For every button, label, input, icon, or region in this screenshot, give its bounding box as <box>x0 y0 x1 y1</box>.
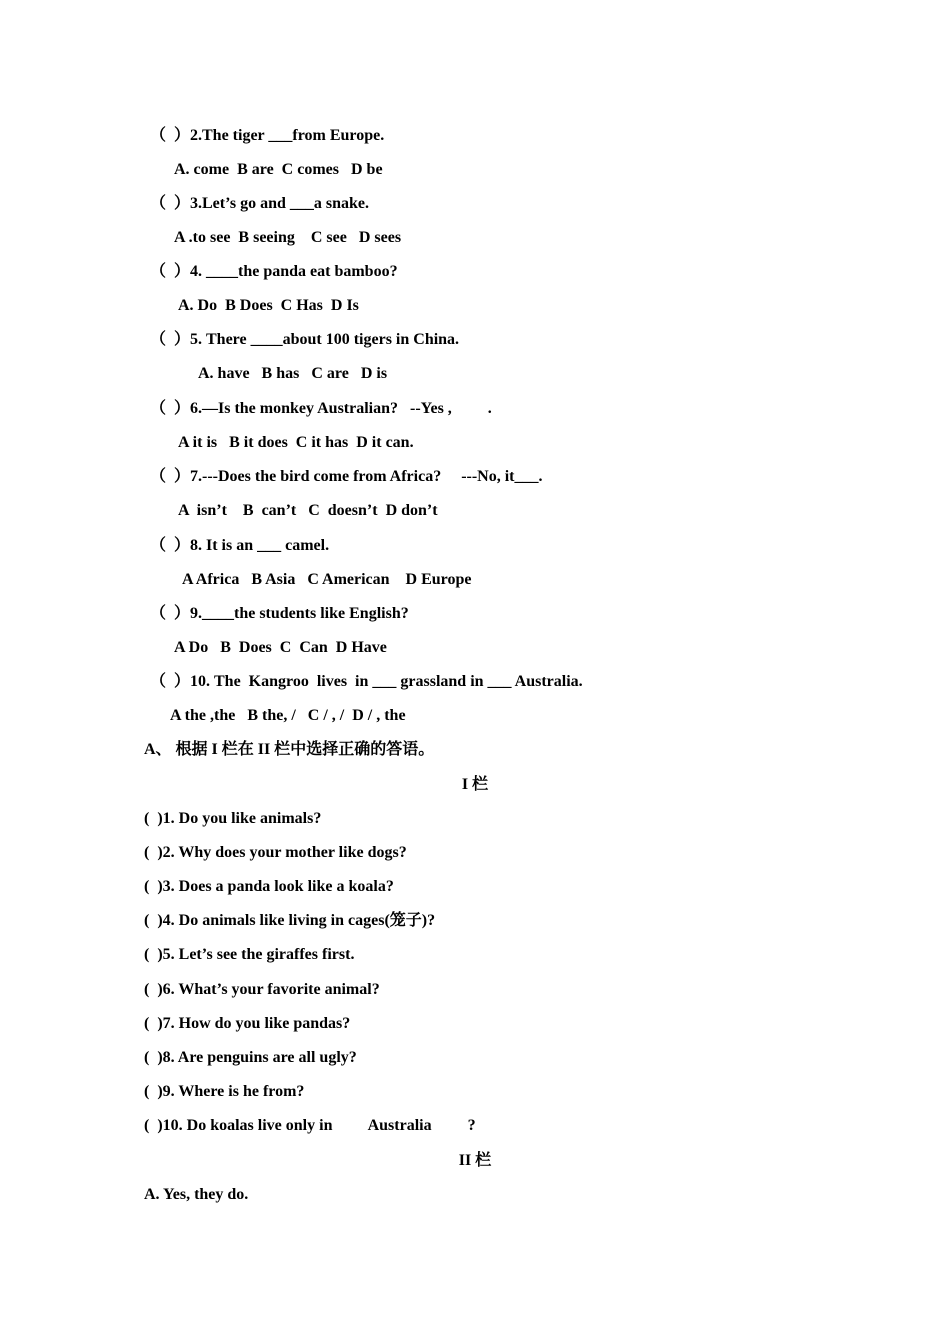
options-8: A Africa B Asia C American D Europe <box>182 571 472 588</box>
column2-title: II 栏 <box>458 1152 492 1169</box>
column1-item-4: ( )4. Do animals like living in cages(笼子)? <box>144 912 436 929</box>
question-6: （ ）6.—Is the monkey Australian? --Yes , . <box>150 400 492 417</box>
question-7: （ ）7.---Does the bird come from Africa? ---No, it___. <box>150 468 543 485</box>
column1-item-8: ( )8. Are penguins are all ugly? <box>144 1049 357 1066</box>
question-2: （ ）2.The tiger ___from Europe. <box>150 127 385 144</box>
column1-item-3: ( )3. Does a panda look like a koala? <box>144 878 394 895</box>
column1-item-5: ( )5. Let’s see the giraffes first. <box>144 946 355 963</box>
question-10: （ ）10. The Kangroo lives in ___ grassland in ___ Australia. <box>150 673 583 690</box>
column1-item-9: ( )9. Where is he from? <box>144 1083 305 1100</box>
column2-item-a: A. Yes, they do. <box>144 1186 249 1203</box>
column1-item-1: ( )1. Do you like animals? <box>144 810 322 827</box>
options-3: A .to see B seeing C see D sees <box>174 229 402 246</box>
column1-title: I 栏 <box>461 776 489 793</box>
options-7: A isn’t B can’t C doesn’t D don’t <box>178 502 438 519</box>
options-9: A Do B Does C Can D Have <box>174 639 387 656</box>
question-5: （ ）5. There ____about 100 tigers in China. <box>150 331 460 348</box>
question-8: （ ）8. It is an ___ camel. <box>150 537 330 554</box>
options-10: A the ,the B the, / C / , / D / , the <box>170 707 406 724</box>
column1-item-10: ( )10. Do koalas live only in Australia ? <box>144 1117 476 1134</box>
question-4: （ ）4. ____the panda eat bamboo? <box>150 263 398 280</box>
question-9: （ ）9.____the students like English? <box>150 605 409 622</box>
column1-item-7: ( )7. How do you like pandas? <box>144 1015 351 1032</box>
column1-item-2: ( )2. Why does your mother like dogs? <box>144 844 407 861</box>
options-5: A. have B has C are D is <box>198 365 388 382</box>
options-2: A. come B are C comes D be <box>174 161 383 178</box>
options-4: A. Do B Does C Has D Is <box>178 297 359 314</box>
question-3: （ ）3.Let’s go and ___a snake. <box>150 195 369 212</box>
options-6: A it is B it does C it has D it can. <box>178 434 414 451</box>
section-title: A、 根据 I 栏在 II 栏中选择正确的答语。 <box>144 741 435 758</box>
column1-item-6: ( )6. What’s your favorite animal? <box>144 981 380 998</box>
